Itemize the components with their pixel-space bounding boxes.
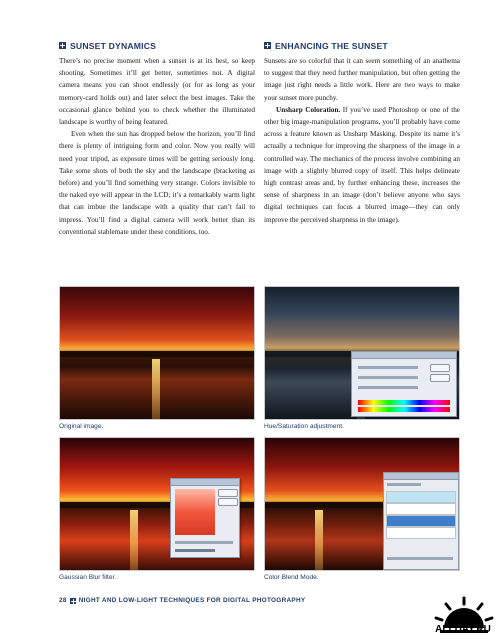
heading-text: SUNSET DYNAMICS bbox=[70, 40, 157, 51]
layer-row-selected[interactable] bbox=[386, 515, 456, 527]
section-heading-enhancing-the-sunset bbox=[264, 40, 460, 51]
caption: Hue/Saturation adjustment. bbox=[264, 423, 344, 430]
ok-button[interactable] bbox=[430, 364, 450, 372]
gaussian-blur-dialog bbox=[170, 478, 240, 558]
figure-gaussian-blur bbox=[59, 437, 255, 571]
cancel-button[interactable] bbox=[430, 374, 450, 382]
paragraph: Even when the sun has dropped below the horizon, you’ll find there is plenty of intriguing form and color. Now you really will need your tripod, as exposure times will be getting seriously long. Take some shots of both the sky and the landscape (bracketing as before) and you’ll find something very strange. Colors invisible to the naked eye will appear in the LCD; it’s a remarkably warm light that can imbue the landscape with a quality that can’t fail to impress. You’ll find a digital camera will work better than its conventional stablemate under these conditions, too. bbox=[59, 130, 255, 236]
runin-heading: Unsharp Coloration. bbox=[276, 105, 341, 114]
hue-saturation-dialog bbox=[351, 351, 457, 417]
runin-text: If you’ve used Photoshop or one of the other big image-manipulation programs, you’ll probably have come across a feature known as Unsharp Masking. Despite its name it’s actually a technique for improving the sharpness of the image in a controlled way. The mechanics of the process involve combining an image with a slightly blurred copy of itself. This helps delineate high contrast areas and, by further enhancing these, increases the sense of sharpness in an image (don’t believe anyone who says digital techniques can focus a blurred image—they can only improve the perceived sharpness in the image). bbox=[264, 105, 460, 224]
square-plus-icon bbox=[59, 42, 66, 49]
paragraph-unsharp bbox=[264, 104, 460, 226]
layers-panel bbox=[383, 472, 459, 570]
heading-text: ENHANCING THE SUNSET bbox=[275, 40, 388, 51]
sun-reflection bbox=[130, 510, 138, 570]
left-column bbox=[59, 40, 255, 238]
layer-row[interactable] bbox=[386, 527, 456, 539]
paragraph: Sunsets are so colorful that it can seem something of an anathema to suggest that they need further manipulation, but often getting the image just right needs a little work. Here are two ways to make your sunset more punchy. bbox=[264, 57, 460, 102]
page-number: 28 bbox=[59, 597, 67, 604]
figure-hue-saturation bbox=[264, 286, 460, 420]
running-title: NIGHT AND LOW-LIGHT TECHNIQUES FOR DIGITAL PHOTOGRAPHY bbox=[78, 597, 306, 604]
blur-preview bbox=[175, 489, 215, 535]
ok-button[interactable] bbox=[218, 489, 238, 497]
right-column bbox=[264, 40, 460, 226]
section-heading-sunset-dynamics bbox=[59, 40, 255, 51]
cancel-button[interactable] bbox=[218, 498, 238, 506]
figure-original-image bbox=[59, 286, 255, 420]
square-plus-icon bbox=[264, 42, 271, 49]
hue-spectrum bbox=[358, 407, 450, 412]
page-footer bbox=[59, 597, 305, 604]
caption: Original image. bbox=[59, 423, 104, 430]
layer-row[interactable] bbox=[386, 491, 456, 503]
paragraph: There’s no precise moment when a sunset is at its best, so keep shooting. Sometimes it’ll get better, sometimes not. A digital camera means you can shoot endlessly (or for as long as your memory-card holds out) and later select the best images. Take the occasional glance behind you to check whether the illuminated landscape is worthy of being featured. bbox=[59, 57, 255, 127]
caption: Gaussian Blur filter. bbox=[59, 574, 117, 581]
sun-reflection bbox=[152, 359, 160, 419]
sun-reflection bbox=[315, 510, 323, 570]
figure-color-blend-mode bbox=[264, 437, 460, 571]
layer-row[interactable] bbox=[386, 503, 456, 515]
caption: Color Blend Mode. bbox=[264, 574, 319, 581]
hue-spectrum bbox=[358, 400, 450, 405]
square-plus-icon bbox=[70, 598, 76, 604]
watermark-text: ALLDAY.RU bbox=[435, 624, 491, 635]
